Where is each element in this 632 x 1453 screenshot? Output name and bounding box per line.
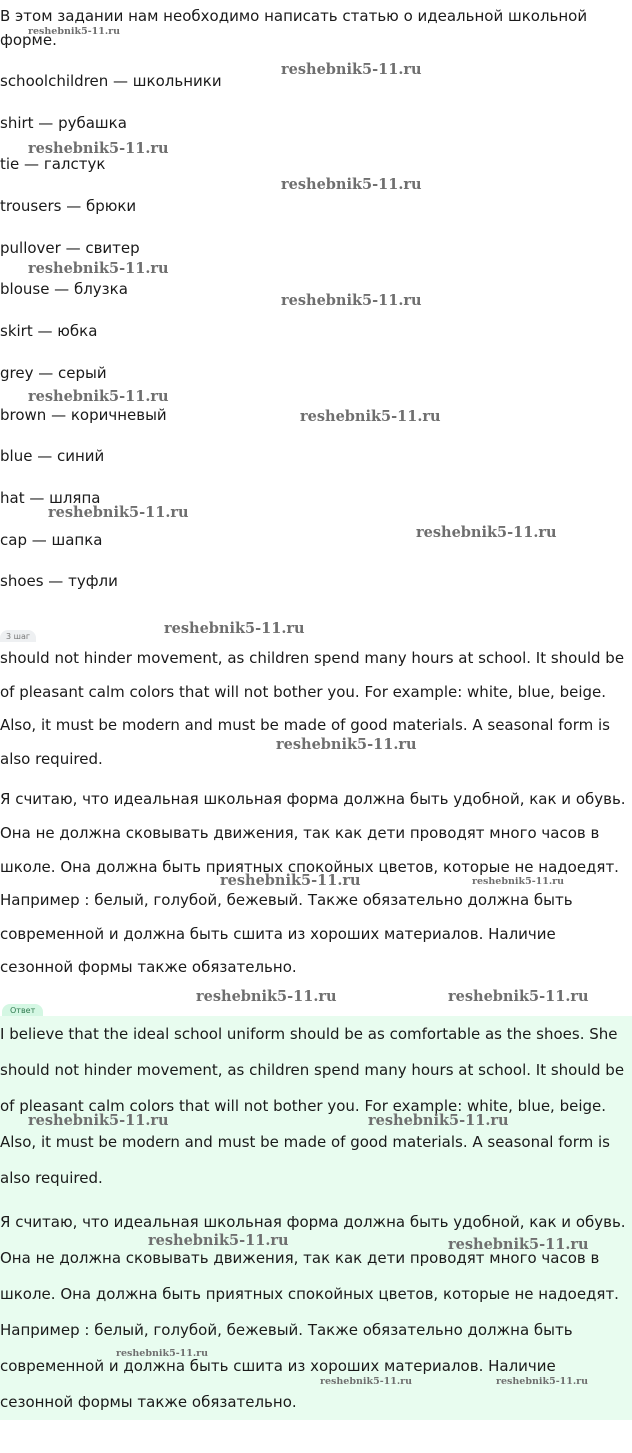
watermark: reshebnik5-11.ru: [416, 524, 557, 541]
vocabulary-item: trousers — брюки: [0, 197, 137, 216]
step-english-text: should not hinder movement, as children spend many hours at school. It should be of pleasant calm colors that will not bother you. For example: white, blue, beige. Also, it must be modern and must be made of good materials. A seasonal form is also required.: [0, 649, 625, 768]
watermark: reshebnik5-11.ru: [368, 1112, 509, 1129]
step-badge: 3 шаг: [0, 630, 36, 642]
watermark: reshebnik5-11.ru: [448, 1236, 589, 1253]
answer-english-text: I believe that the ideal school uniform should be as comfortable as the shoes. She should not hinder movement, as children spend many hours at school. It should be of pleasant calm colors that will not bother you. For example: white, blue, beige. Also, it must be modern and must be made of good materials. A seasonal form is also required.: [0, 1025, 625, 1187]
watermark: reshebnik5-11.ru: [472, 876, 565, 887]
answer-russian-text: Я считаю, что идеальная школьная форма должна быть удобной, как и обувь. Она не должна сковывать движения, так как дети проводят много часов в школе. Она должна быть приятных спокойных цветов, которые не надоедят. Например : белый, голубой, бежевый. Также обязательно должна быть современной и должна быть сшита из хороших материалов. Наличие сезонной формы также обязательно.: [0, 1213, 626, 1411]
watermark: reshebnik5-11.ru: [148, 1232, 289, 1249]
vocabulary-item: schoolchildren — школьники: [0, 72, 222, 90]
watermark: reshebnik5-11.ru: [281, 292, 422, 309]
vocabulary-item: pullover — свитер: [0, 238, 140, 257]
vocabulary-item: skirt — юбка: [0, 322, 98, 341]
watermark: reshebnik5-11.ru: [28, 140, 169, 157]
watermark: reshebnik5-11.ru: [48, 504, 189, 521]
vocabulary-item: blouse — блузка: [0, 280, 128, 299]
vocabulary-item: blue — синий: [0, 447, 105, 466]
watermark: reshebnik5-11.ru: [196, 988, 337, 1005]
step-russian-text: Я считаю, что идеальная школьная форма должна быть удобной, как и обувь. Она не должна сковывать движения, так как дети проводят много часов в школе. Она должна быть приятных спокойных цветов, которые не надоедят. Например : белый, голубой, бежевый. Также обязательно должна быть современной и должна быть сшита из хороших материалов. Наличие сезонной формы также обязательно.: [0, 790, 626, 977]
watermark: reshebnik5-11.ru: [116, 1348, 209, 1359]
watermark: reshebnik5-11.ru: [164, 620, 305, 637]
watermark: reshebnik5-11.ru: [281, 176, 422, 193]
watermark: reshebnik5-11.ru: [300, 408, 441, 425]
watermark: reshebnik5-11.ru: [448, 988, 589, 1005]
vocabulary-list: [0, 70, 222, 612]
watermark: reshebnik5-11.ru: [28, 260, 169, 277]
vocabulary-item: tie — галстук: [0, 155, 106, 174]
vocabulary-item: shoes — туфли: [0, 572, 118, 591]
intro-text: В этом задании нам необходимо написать статью о идеальной школьной форме.: [0, 7, 588, 49]
vocabulary-item: cap — шапка: [0, 530, 103, 549]
watermark: reshebnik5-11.ru: [28, 26, 121, 37]
vocabulary-item: brown — коричневый: [0, 405, 167, 424]
watermark: reshebnik5-11.ru: [320, 1376, 413, 1387]
watermark: reshebnik5-11.ru: [28, 1112, 169, 1129]
vocabulary-item: shirt — рубашка: [0, 113, 127, 132]
vocabulary-item: grey — серый: [0, 363, 107, 382]
watermark: reshebnik5-11.ru: [496, 1376, 589, 1387]
watermark: reshebnik5-11.ru: [220, 872, 361, 889]
watermark: reshebnik5-11.ru: [28, 388, 169, 405]
answer-content: [0, 1016, 632, 1420]
vocabulary-item: hat — шляпа: [0, 488, 101, 507]
step-content: [0, 642, 632, 985]
answer-badge: Ответ: [2, 1004, 43, 1016]
watermark: reshebnik5-11.ru: [276, 736, 417, 753]
watermark: reshebnik5-11.ru: [281, 61, 422, 78]
